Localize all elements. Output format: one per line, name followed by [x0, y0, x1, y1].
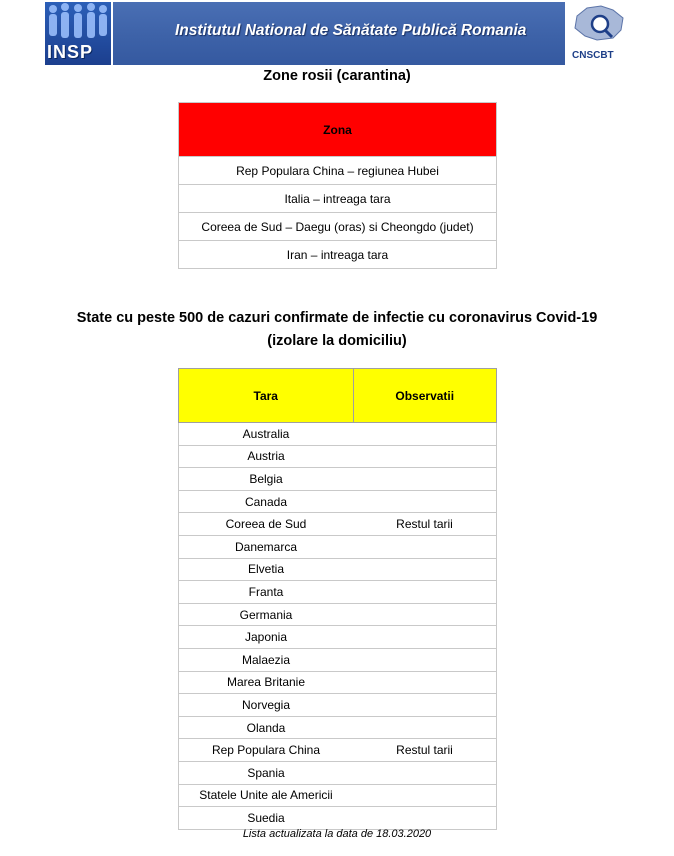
observation-cell: Restul tarii — [353, 739, 497, 762]
table-row — [179, 581, 497, 604]
country-cell: Spania — [179, 761, 354, 784]
observation-cell — [353, 558, 497, 581]
zone-cell: Rep Populara China – regiunea Hubei — [179, 157, 497, 185]
observation-cell — [353, 581, 497, 604]
insp-logo — [45, 2, 111, 65]
country-cell: Belgia — [179, 468, 354, 491]
observation-cell — [353, 761, 497, 784]
observatii-column-header: Observatii — [353, 369, 497, 423]
country-cell: Austria — [179, 445, 354, 468]
country-cell: Canada — [179, 490, 354, 513]
table-row — [179, 671, 497, 694]
red-zones-table — [178, 102, 497, 269]
table-row — [179, 468, 497, 491]
table-row — [179, 241, 497, 269]
country-cell: Norvegia — [179, 694, 354, 717]
observation-cell — [353, 423, 497, 446]
table-row — [179, 423, 497, 446]
institute-title: Institutul National de Sănătate Publică Romania — [175, 22, 527, 39]
table-row — [179, 626, 497, 649]
table-row — [179, 513, 497, 536]
table-row — [179, 535, 497, 558]
tara-column-header: Tara — [179, 369, 354, 423]
table-row — [179, 648, 497, 671]
observation-cell — [353, 490, 497, 513]
page-header — [45, 2, 631, 65]
zone-cell: Coreea de Sud – Daegu (oras) si Cheongdo (judet) — [179, 213, 497, 241]
country-cell: Coreea de Sud — [179, 513, 354, 536]
country-cell: Australia — [179, 423, 354, 446]
zone-cell: Iran – intreaga tara — [179, 241, 497, 269]
table-row — [179, 213, 497, 241]
observation-cell — [353, 535, 497, 558]
observation-cell — [353, 784, 497, 807]
table-row — [179, 157, 497, 185]
country-cell: Danemarca — [179, 535, 354, 558]
states-title-line2: (izolare la domiciliu) — [267, 333, 407, 349]
zona-column-header: Zona — [179, 103, 497, 157]
table-row — [179, 445, 497, 468]
country-cell: Statele Unite ale Americii — [179, 784, 354, 807]
table-row — [179, 784, 497, 807]
country-cell: Marea Britanie — [179, 671, 354, 694]
observation-cell — [353, 648, 497, 671]
states-title-line1: State cu peste 500 de cazuri confirmate de infectie cu coronavirus Covid-19 — [76, 310, 598, 326]
observation-cell — [353, 716, 497, 739]
country-cell: Japonia — [179, 626, 354, 649]
table-row — [179, 807, 497, 830]
zone-cell: Italia – intreaga tara — [179, 185, 497, 213]
observation-cell — [353, 626, 497, 649]
table-row — [179, 185, 497, 213]
update-footnote: Lista actualizata la data de 18.03.2020 — [242, 828, 432, 840]
observation-cell — [353, 694, 497, 717]
table-row — [179, 694, 497, 717]
header-banner — [113, 2, 565, 65]
observation-cell — [353, 445, 497, 468]
country-cell: Olanda — [179, 716, 354, 739]
cnscbt-logo — [567, 2, 631, 65]
table-row — [179, 716, 497, 739]
red-zones-title: Zone rosii (carantina) — [263, 68, 411, 84]
table-row — [179, 739, 497, 762]
romania-map-icon — [567, 2, 631, 50]
observation-cell: Restul tarii — [353, 513, 497, 536]
table-row — [179, 603, 497, 626]
observation-cell — [353, 468, 497, 491]
people-figures-icon — [45, 2, 111, 42]
states-table — [178, 368, 497, 830]
country-cell: Malaezia — [179, 648, 354, 671]
table-row — [179, 490, 497, 513]
observation-cell — [353, 807, 497, 830]
insp-logo-text: INSP — [47, 42, 94, 62]
cnscbt-logo-text: CNSCBT — [572, 50, 614, 61]
country-cell: Germania — [179, 603, 354, 626]
country-cell: Franta — [179, 581, 354, 604]
observation-cell — [353, 671, 497, 694]
country-cell: Suedia — [179, 807, 354, 830]
observation-cell — [353, 603, 497, 626]
table-row — [179, 761, 497, 784]
country-cell: Elvetia — [179, 558, 354, 581]
table-row — [179, 558, 497, 581]
country-cell: Rep Populara China — [179, 739, 354, 762]
